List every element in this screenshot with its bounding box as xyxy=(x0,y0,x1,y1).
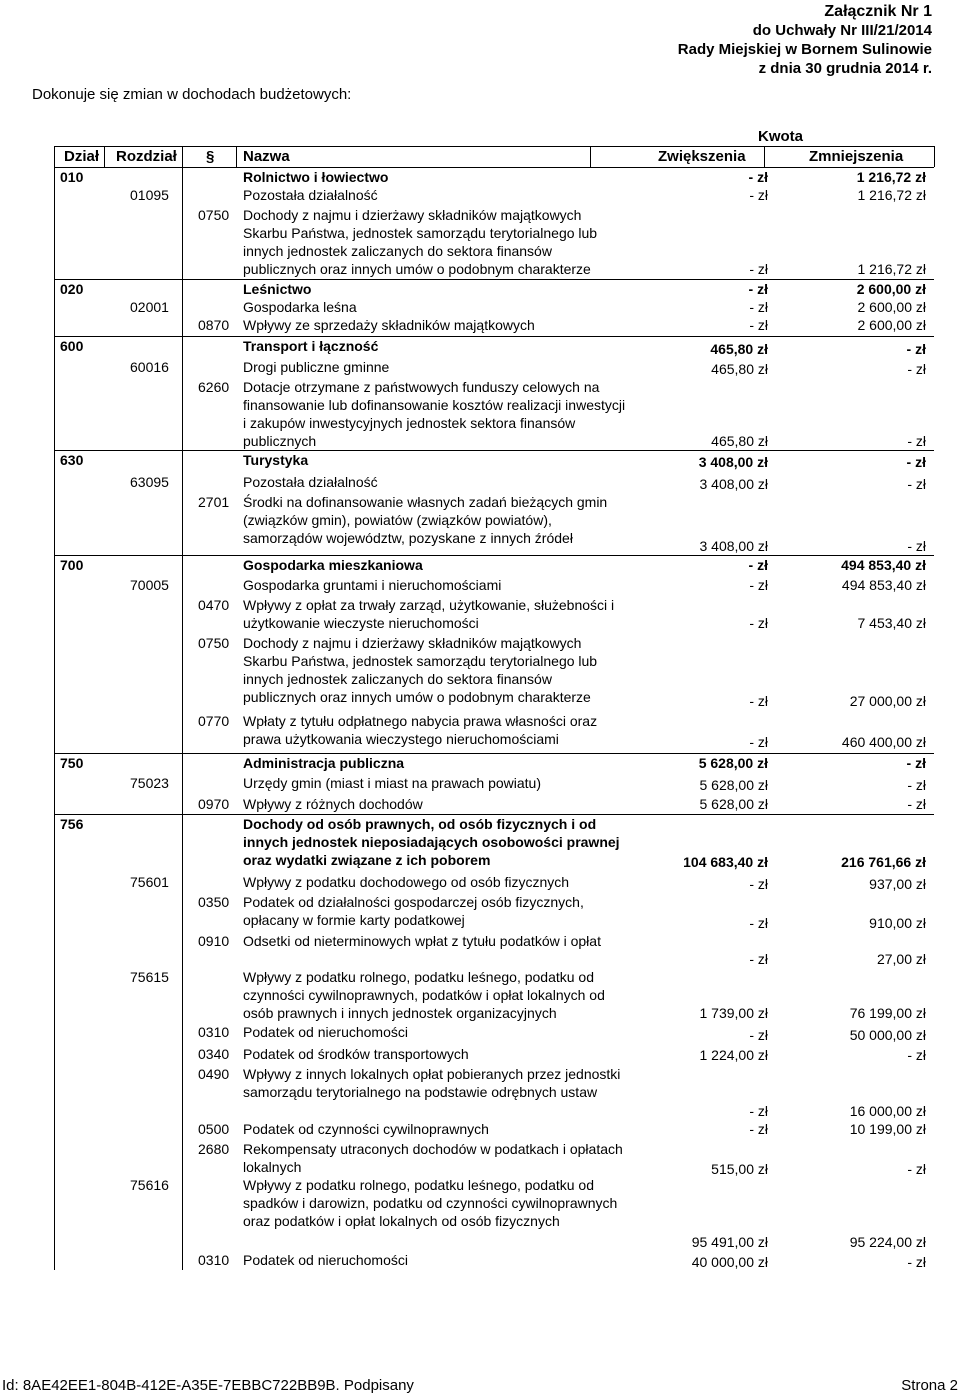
amount-decrease: 76 199,00 zł xyxy=(849,1005,926,1021)
amount-increase: - zł xyxy=(749,317,768,333)
rozdzial-code: 75615 xyxy=(130,969,169,985)
row-name: Turystyka xyxy=(243,452,309,468)
paragraf-code: 2680 xyxy=(198,1141,230,1157)
table-column-headers xyxy=(54,146,934,168)
rozdzial-code: 02001 xyxy=(130,299,169,315)
row-name: Rekompensaty utraconych dochodów w podatkach i opłatach lokalnych xyxy=(243,1141,623,1175)
amount-decrease: - zł xyxy=(907,1254,926,1270)
rozdzial-code: 60016 xyxy=(130,359,169,375)
row-name: Dochody z najmu i dzierżawy składników majątkowych Skarbu Państwa, jednostek samorządu terytorialnego lub innych jednostek zaliczanych do sektora finansów publicznych oraz innych umów o podobnym charakterze xyxy=(243,207,598,277)
row-name: Dotacje otrzymane z państwowych funduszy celowych na finansowanie lub dofinansowanie kosztów realizacji inwestycji i zakupów inwestycyjnych jednostek sektora finansów publicznych xyxy=(243,379,626,449)
row-name: Dochody od osób prawnych, od osób fizycznych i od innych jednostek nieposiadających osobowości prawnej oraz wydatki związane z ich poborem xyxy=(243,816,620,868)
amount-increase: - zł xyxy=(749,299,768,315)
paragraf-code: 0500 xyxy=(198,1121,230,1137)
amount-increase: - zł xyxy=(749,734,768,750)
amount-increase: - zł xyxy=(748,557,768,573)
row-name: Odsetki od nieterminowych wpłat z tytułu podatków i opłat xyxy=(243,933,601,949)
dzial-code: 010 xyxy=(60,169,84,185)
amount-decrease: 937,00 zł xyxy=(869,876,926,892)
amount-increase: - zł xyxy=(749,951,768,967)
amount-decrease: - zł xyxy=(907,777,926,793)
row-name: Wpływy z różnych dochodów xyxy=(243,796,423,812)
dzial-code: 630 xyxy=(60,452,84,468)
row-name: Wpływy z podatku rolnego, podatku leśnego, podatku od czynności cywilnoprawnych, podatków i opłat lokalnych od osób prawnych i innych jednostek organizacyjnych xyxy=(243,969,605,1021)
row-name: Wpływy z podatku rolnego, podatku leśnego, podatku od spadków i darowizn, podatku od czynności cywilnoprawnych oraz podatków i opłat lokalnych od osób fizycznych xyxy=(243,1177,618,1229)
dzial-code: 020 xyxy=(60,281,84,297)
amount-increase: 40 000,00 zł xyxy=(691,1254,768,1270)
row-name: Środki na dofinansowanie własnych zadań bieżących gmin (związków gmin), powiatów (związków powiatów), samorządów województw, pozyskane z innych źródeł xyxy=(243,494,608,546)
row-name: Gospodarka leśna xyxy=(243,299,357,315)
amount-increase: - zł xyxy=(749,577,768,593)
document-header xyxy=(678,2,932,78)
rozdzial-code: 70005 xyxy=(130,577,169,593)
row-name: Wpłaty z tytułu odpłatnego nabycia prawa własności oraz prawa użytkowania wieczystego nieruchomościami xyxy=(243,713,598,747)
section-separator xyxy=(54,814,934,815)
amount-increase: - zł xyxy=(749,693,768,709)
row-name: Dochody z najmu i dzierżawy składników majątkowych Skarbu Państwa, jednostek samorządu terytorialnego lub innych jednostek zaliczanych do sektora finansów publicznych oraz innych umów o podobnym charakterze xyxy=(243,635,598,705)
col-zmniejszenia: Zmniejszenia xyxy=(809,148,904,165)
rozdzial-code: 75616 xyxy=(130,1177,169,1193)
dzial-code: 750 xyxy=(60,755,84,771)
amount-decrease: 16 000,00 zł xyxy=(849,1103,926,1119)
row-name: Pozostała działalność xyxy=(243,187,378,203)
col-nazwa: Nazwa xyxy=(243,148,290,165)
amount-increase: - zł xyxy=(749,1027,768,1043)
amount-decrease: - zł xyxy=(906,341,926,357)
paragraf-code: 6260 xyxy=(198,379,230,395)
paragraf-code: 0750 xyxy=(198,207,230,223)
amount-increase: - zł xyxy=(749,1103,768,1119)
section-separator xyxy=(54,555,934,556)
amount-increase: 3 408,00 zł xyxy=(699,476,768,492)
dzial-code: 700 xyxy=(60,557,84,573)
row-name: Wpływy ze sprzedaży składników majątkowych xyxy=(243,317,535,333)
amount-increase: - zł xyxy=(749,915,768,931)
amount-increase: 515,00 zł xyxy=(711,1161,768,1177)
row-name: Wpływy z podatku dochodowego od osób fizycznych xyxy=(243,874,570,890)
amount-increase: 3 408,00 zł xyxy=(699,538,768,554)
row-name: Podatek od działalności gospodarczej osób fizycznych, opłacany w formie karty podatkowej xyxy=(243,894,584,928)
col-zwiekszenia: Zwiększenia xyxy=(658,148,746,165)
col-paragraf: § xyxy=(206,148,215,165)
amount-decrease: 2 600,00 zł xyxy=(857,317,926,333)
row-name: Transport i łączność xyxy=(243,338,379,354)
header-line: Załącznik Nr 1 xyxy=(824,3,932,20)
paragraf-code: 2701 xyxy=(198,494,230,510)
row-name: Administracja publiczna xyxy=(243,755,405,771)
amount-increase: 5 628,00 zł xyxy=(699,777,768,793)
amount-decrease: - zł xyxy=(907,361,926,377)
row-name: Urzędy gmin (miast i miast na prawach powiatu) xyxy=(243,775,541,791)
amount-decrease: 460 400,00 zł xyxy=(841,734,926,750)
footer-page: Strona 2 xyxy=(901,1377,958,1394)
rozdzial-code: 63095 xyxy=(130,474,169,490)
paragraf-code: 0340 xyxy=(198,1046,230,1062)
col-divider xyxy=(182,146,183,1270)
amount-increase: 5 628,00 zł xyxy=(698,755,768,771)
amount-decrease: - zł xyxy=(907,796,926,812)
amount-decrease: 7 453,40 zł xyxy=(857,615,926,631)
amount-decrease: 2 600,00 zł xyxy=(857,299,926,315)
footer-id: Id: 8AE42EE1-804B-412E-A35E-7EBBC722BB9B. Podpisany xyxy=(2,1377,414,1394)
amount-decrease: 27,00 zł xyxy=(876,951,926,967)
paragraf-code: 0470 xyxy=(198,597,230,613)
amount-decrease: 10 199,00 zł xyxy=(849,1121,926,1137)
row-name: Wpływy z innych lokalnych opłat pobieranych przez jednostki samorządu terytorialnego na podstawie odrębnych ustaw xyxy=(243,1066,621,1100)
paragraf-code: 0350 xyxy=(198,894,230,910)
col-dzial: Dział xyxy=(64,148,100,165)
amount-increase: 465,80 zł xyxy=(710,341,768,357)
row-name: Podatek od środków transportowych xyxy=(243,1046,469,1062)
amount-increase: 465,80 zł xyxy=(711,361,768,377)
amount-decrease: 27 000,00 zł xyxy=(849,693,926,709)
row-name: Leśnictwo xyxy=(243,281,312,297)
paragraf-code: 0310 xyxy=(198,1024,230,1040)
table-border-right xyxy=(934,146,935,167)
amount-decrease: 1 216,72 zł xyxy=(857,261,926,277)
amount-increase: 95 491,00 zł xyxy=(691,1234,768,1250)
amount-decrease: - zł xyxy=(907,433,926,449)
amount-increase: 1 739,00 zł xyxy=(699,1005,768,1021)
col-divider xyxy=(236,146,237,167)
amount-decrease: 50 000,00 zł xyxy=(849,1027,926,1043)
amount-decrease: - zł xyxy=(906,755,926,771)
amount-increase: - zł xyxy=(749,615,768,631)
intro-text: Dokonuje się zmian w dochodach budżetowych: xyxy=(32,86,352,103)
amount-decrease: 1 216,72 zł xyxy=(857,187,926,203)
amount-decrease: 2 600,00 zł xyxy=(856,281,926,297)
amount-increase: - zł xyxy=(748,169,768,185)
row-name: Drogi publiczne gminne xyxy=(243,359,390,375)
col-divider xyxy=(590,146,591,167)
amount-increase: - zł xyxy=(749,1121,768,1137)
section-separator xyxy=(54,450,934,451)
header-line: do Uchwały Nr III/21/2014 xyxy=(752,22,932,39)
amount-increase: - zł xyxy=(749,187,768,203)
section-separator xyxy=(54,279,934,280)
kwota-heading: Kwota xyxy=(758,128,803,145)
col-rozdzial: Rozdział xyxy=(116,148,177,165)
amount-increase: 104 683,40 zł xyxy=(683,854,768,870)
amount-increase: - zł xyxy=(748,281,768,297)
row-name: Pozostała działalność xyxy=(243,474,378,490)
row-name: Podatek od czynności cywilnoprawnych xyxy=(243,1121,489,1137)
rozdzial-code: 01095 xyxy=(130,187,169,203)
paragraf-code: 0770 xyxy=(198,713,230,729)
paragraf-code: 0490 xyxy=(198,1066,230,1082)
paragraf-code: 0310 xyxy=(198,1252,230,1268)
section-separator xyxy=(54,336,934,337)
header-line: z dnia 30 grudnia 2014 r. xyxy=(758,60,932,77)
paragraf-code: 0910 xyxy=(198,933,230,949)
row-name: Gospodarka gruntami i nieruchomościami xyxy=(243,577,502,593)
row-name: Rolnictwo i łowiectwo xyxy=(243,169,389,185)
amount-decrease: 95 224,00 zł xyxy=(849,1234,926,1250)
amount-decrease: 1 216,72 zł xyxy=(856,169,926,185)
col-divider xyxy=(104,146,105,167)
row-name: Podatek od nieruchomości xyxy=(243,1024,408,1040)
section-separator xyxy=(54,753,934,754)
amount-decrease: 494 853,40 zł xyxy=(841,577,926,593)
amount-decrease: 216 761,66 zł xyxy=(841,854,926,870)
amount-decrease: 494 853,40 zł xyxy=(841,557,926,573)
paragraf-code: 0750 xyxy=(198,635,230,651)
amount-increase: 465,80 zł xyxy=(711,433,768,449)
amount-decrease: - zł xyxy=(906,454,926,470)
col-divider xyxy=(764,146,765,167)
amount-decrease: - zł xyxy=(907,1161,926,1177)
amount-increase: - zł xyxy=(749,261,768,277)
amount-decrease: - zł xyxy=(907,476,926,492)
amount-increase: 1 224,00 zł xyxy=(699,1047,768,1063)
paragraf-code: 0970 xyxy=(198,796,230,812)
paragraf-code: 0870 xyxy=(198,317,230,333)
amount-increase: - zł xyxy=(749,876,768,892)
amount-decrease: - zł xyxy=(907,1047,926,1063)
amount-decrease: - zł xyxy=(907,538,926,554)
dzial-code: 600 xyxy=(60,338,84,354)
row-name: Wpływy z opłat za trwały zarząd, użytkowanie, służebności i użytkowanie wieczyste nieruchomości xyxy=(243,597,615,631)
rozdzial-code: 75601 xyxy=(130,874,169,890)
header-line: Rady Miejskiej w Bornem Sulinowie xyxy=(677,41,932,58)
rozdzial-code: 75023 xyxy=(130,775,169,791)
amount-increase: 5 628,00 zł xyxy=(699,796,768,812)
dzial-code: 756 xyxy=(60,816,84,832)
row-name: Podatek od nieruchomości xyxy=(243,1252,408,1268)
table-border-left xyxy=(54,146,55,1270)
row-name: Gospodarka mieszkaniowa xyxy=(243,557,423,573)
amount-increase: 3 408,00 zł xyxy=(698,454,768,470)
amount-decrease: 910,00 zł xyxy=(869,915,926,931)
